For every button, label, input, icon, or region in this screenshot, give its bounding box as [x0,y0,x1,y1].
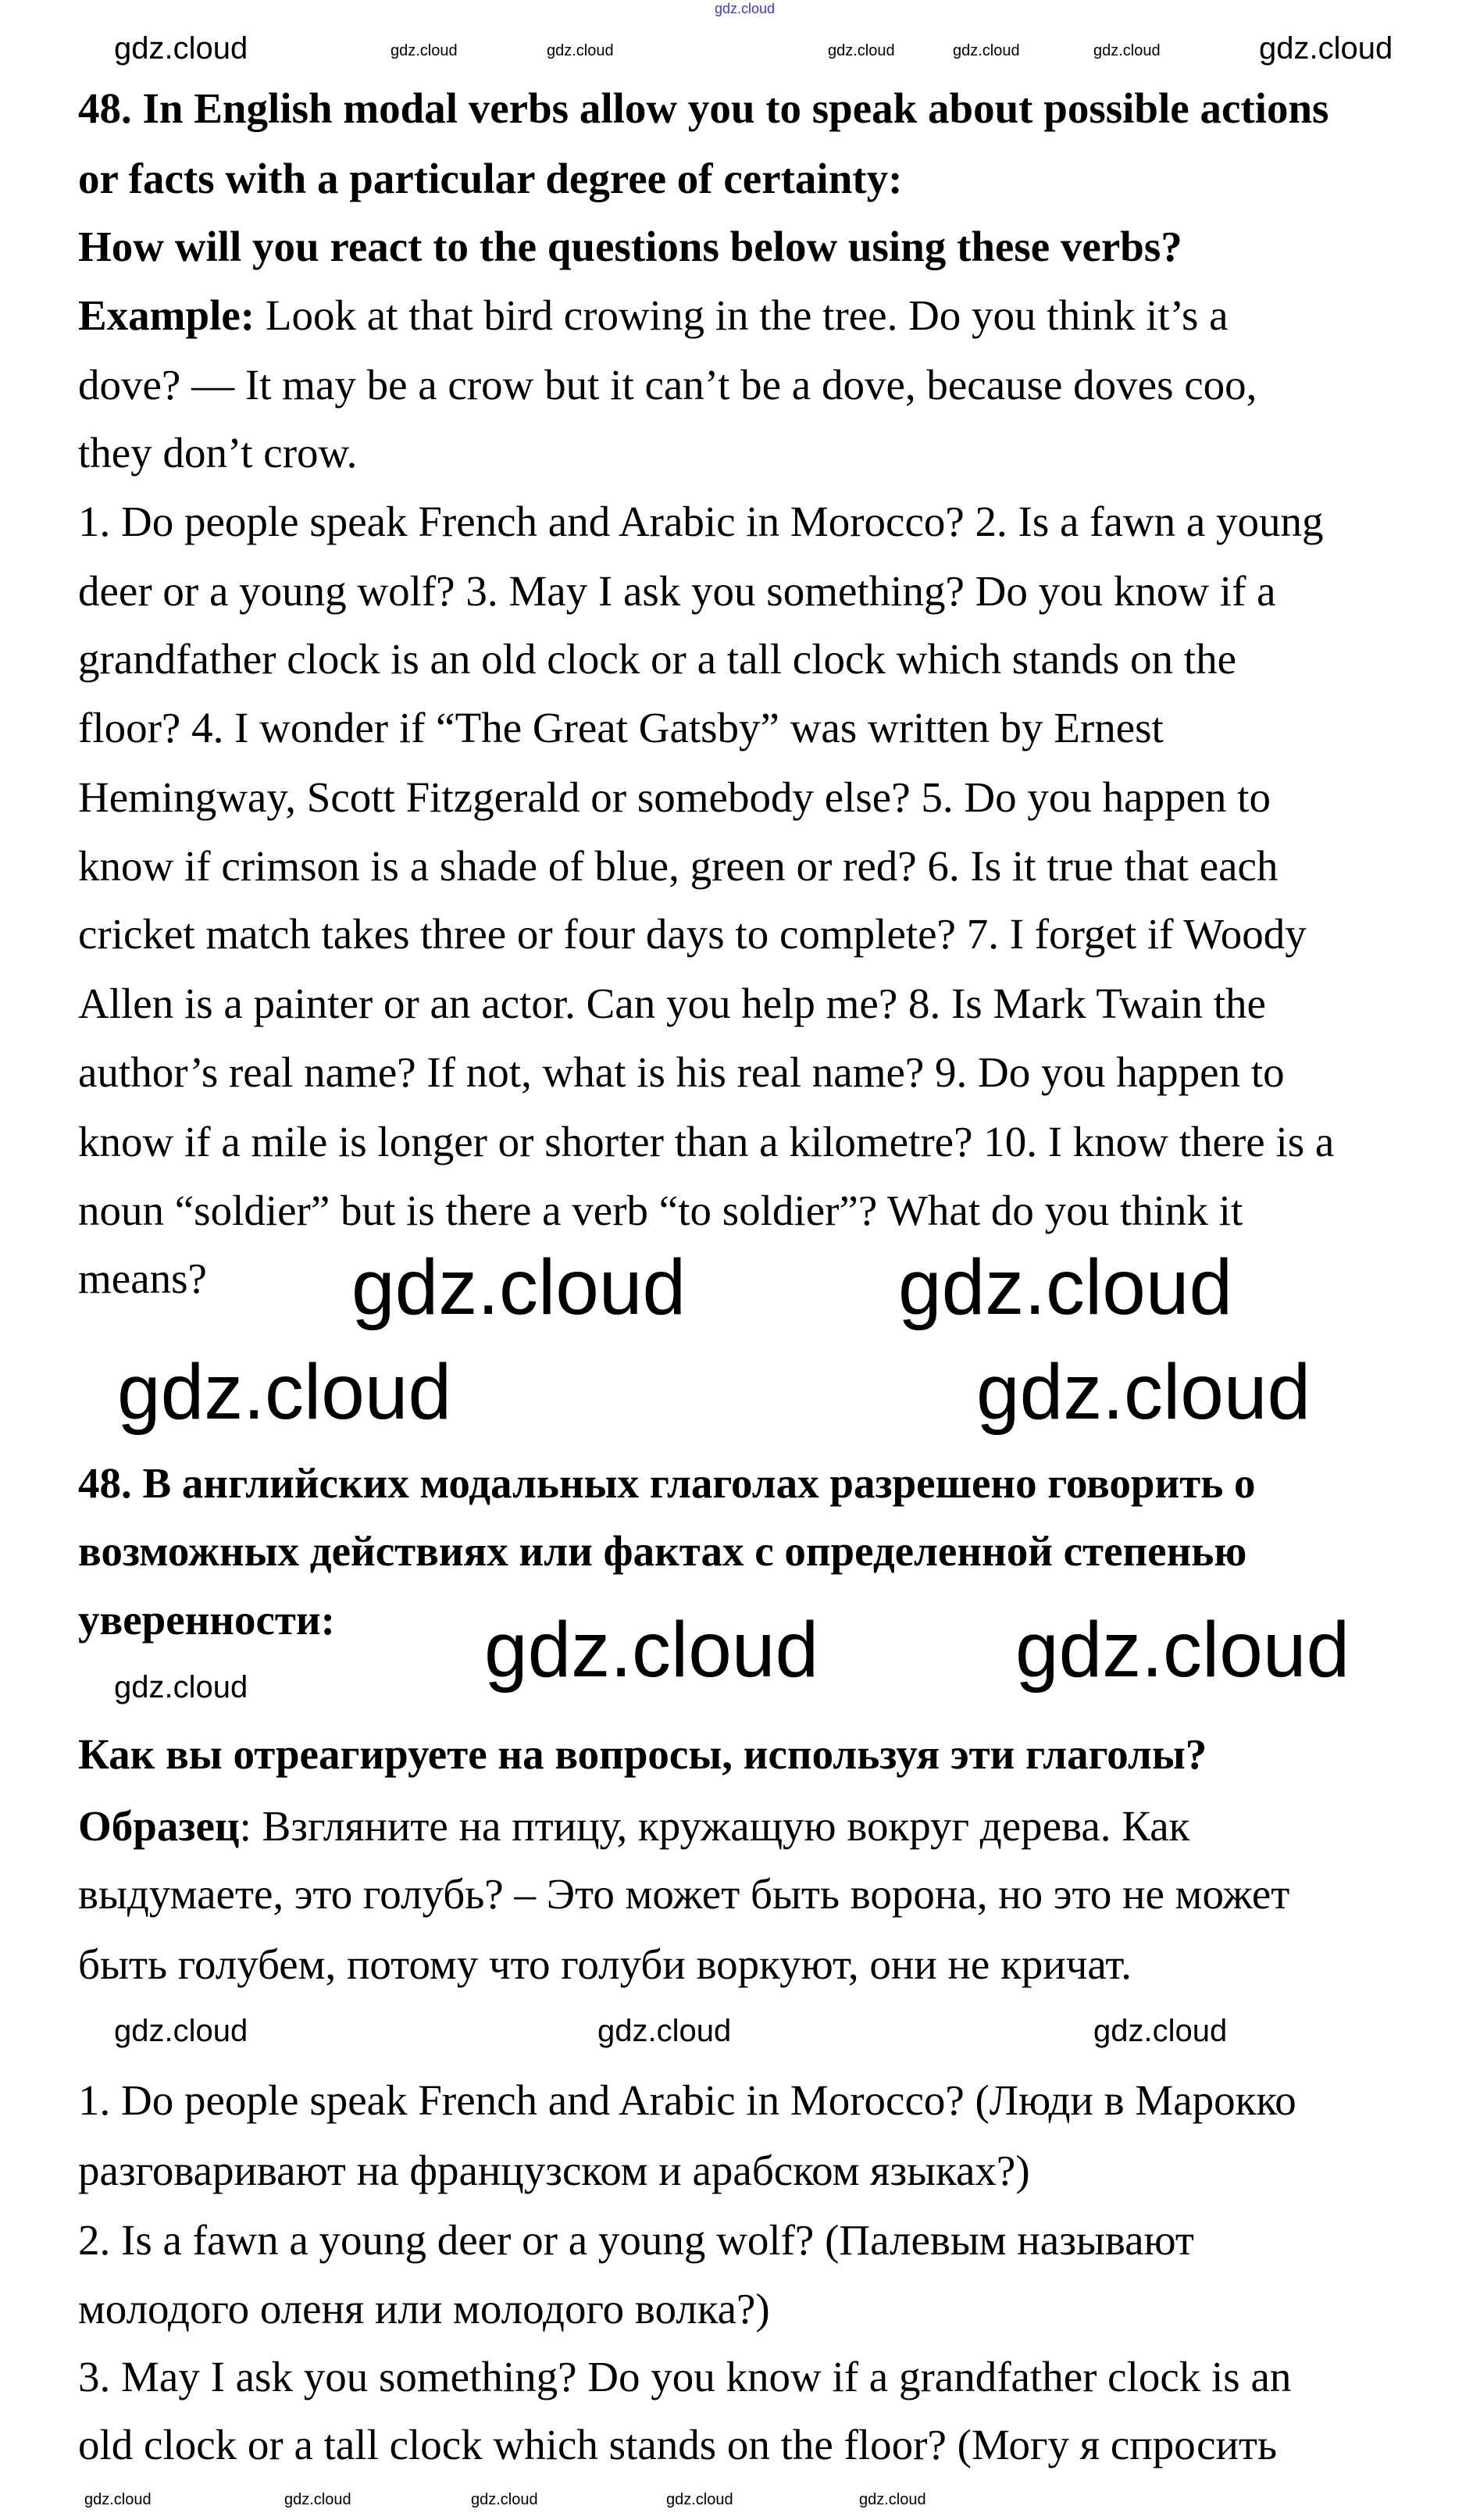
watermark: gdz.cloud [898,1244,1233,1331]
english-question-line: know if a mile is longer or shorter than a kilometre? 10. I know there is a [78,1118,1335,1165]
english-question-line: means? [78,1255,207,1302]
header-watermark: gdz.cloud [715,1,776,16]
english-question-line: floor? 4. I wonder if “The Great Gatsby” was written by Ernest [78,704,1164,751]
watermark: gdz.cloud [84,2491,152,2508]
russian-title-line: возможных действиях или фактах с определенной степенью [78,1527,1247,1575]
watermark: gdz.cloud [547,42,614,59]
watermark: gdz.cloud [284,2491,351,2508]
watermark: gdz.cloud [666,2491,733,2508]
russian-example-line: выдумаете, это голубь? – Это может быть ворона, но это не может [78,1870,1290,1918]
watermark: gdz.cloud [471,2491,538,2508]
watermark: gdz.cloud [859,2491,926,2508]
english-question-line: know if crimson is a shade of blue, green or red? 6. Is it true that each [78,842,1279,890]
watermark: gdz.cloud [1093,2014,1228,2048]
watermark: gdz.cloud [1015,1606,1350,1694]
watermark: gdz.cloud [391,42,458,59]
watermark: gdz.cloud [484,1606,819,1694]
russian-title-line: 48. В английских модальных глаголах разрешено говорить о [78,1459,1256,1507]
watermark: gdz.cloud [1259,31,1393,66]
watermark: gdz.cloud [114,1670,248,1704]
example-label: Example: [78,291,255,339]
russian-answer-line: молодого оленя или молодого волка?) [78,2285,770,2333]
russian-title-line: уверенности: [78,1596,335,1644]
english-question-line: noun “soldier” but is there a verb “to soldier”? What do you think it [78,1187,1243,1234]
watermark: gdz.cloud [1093,42,1161,59]
russian-answer-line: 1. Do people speak French and Arabic in Morocco? (Люди в Марокко [78,2076,1296,2124]
english-example-line: they don’t crow. [78,429,358,477]
watermark: gdz.cloud [114,2014,248,2048]
english-question-line: deer or a young wolf? 3. May I ask you something? Do you know if a [78,567,1276,615]
watermark: gdz.cloud [597,2014,732,2048]
english-title-line: or facts with a particular degree of certainty: [78,155,903,202]
english-question-line: Hemingway, Scott Fitzgerald or somebody else? 5. Do you happen to [78,773,1271,821]
example-text: : Взгляните на птицу, кружащую вокруг дерева. Как [239,1802,1190,1850]
watermark: gdz.cloud [953,42,1020,59]
russian-example-line [78,1792,1189,1861]
english-question-line: cricket match takes three or four days to complete? 7. I forget if Woody [78,910,1307,958]
russian-answer-line: old clock or a tall clock which stands on the floor? (Могу я спросить [78,2421,1278,2468]
english-question-line: author’s real name? If not, what is his real name? 9. Do you happen to [78,1048,1285,1096]
english-example-line: dove? — It may be a crow but it can’t be a dove, because doves coo, [78,361,1257,409]
english-question-line: grandfather clock is an old clock or a tall clock which stands on the [78,635,1236,683]
watermark: gdz.cloud [117,1348,452,1436]
example-text: Look at that bird crowing in the tree. Do you think it’s a [255,291,1229,339]
russian-instruction: Как вы отреагируете на вопросы, используя эти глаголы? [78,1730,1207,1778]
russian-answer-line: 3. May I ask you something? Do you know if a grandfather clock is an [78,2353,1292,2400]
watermark: gdz.cloud [828,42,895,59]
english-instruction: How will you react to the questions below using these verbs? [78,223,1182,270]
watermark: gdz.cloud [351,1244,687,1331]
russian-answer-line: 2. Is a fawn a young deer or a young wolf? (Палевым называют [78,2216,1194,2264]
english-example-line [78,281,1229,350]
english-title-line: 48. In English modal verbs allow you to speak about possible actions [78,84,1329,132]
watermark: gdz.cloud [114,31,248,66]
russian-answer-line: разговаривают на французском и арабском языках?) [78,2147,1030,2194]
example-label: Образец [78,1802,240,1850]
english-question-line: 1. Do people speak French and Arabic in Morocco? 2. Is a fawn a young [78,498,1324,545]
russian-example-line: быть голубем, потому что голуби воркуют, они не кричат. [78,1940,1132,1988]
english-question-line: Allen is a painter or an actor. Can you help me? 8. Is Mark Twain the [78,980,1266,1027]
watermark: gdz.cloud [976,1348,1311,1436]
